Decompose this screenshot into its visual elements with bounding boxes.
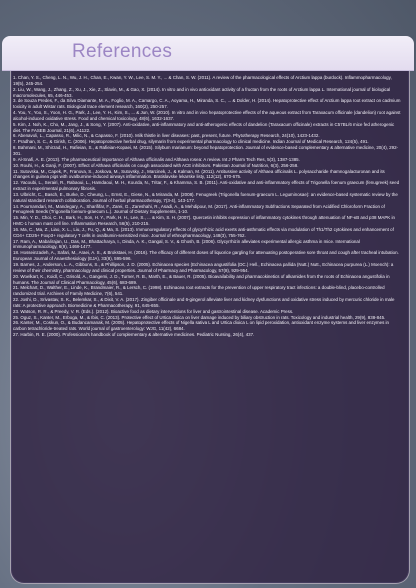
reference-item: 22. Joshi, D., Srivastav, S. K., Belemkar, S., & Dixit, V. A. (2017). Zingiber officinale and 6-gingerol alleviate liver and kidney dysfunctions and oxidative stress induced by mercuric chloride in male rats: A protective approach. Biomedicine & Pharmacotherapy, 91, 645-655. [13, 297, 395, 308]
reference-item: 10. Rouhi, H., & Ganji, F. (2007). Effect of Althaea officinalis on cough associated with ACE inhibitors. Pakistan Journal of Nutrition, 6(3), 256-258. [13, 162, 299, 168]
reference-item: 6. Abenavoli, L., Capasso, R., Milic, N., & Capasso, F. (2010). Milk thistle in liver diseases: past, present, future. Phytotherapy Research, 24(10), 1423-1432. [13, 133, 320, 139]
reference-item: 12. Yacoubi, L., Serairi, R., Rabaoui, L., Hamdaoui, M. H., Kourda, N., Tritar, F., & Khamma, S. B. (2011). Anti-oxidative and anti-inflammatory effects of Trigonella foenum graecum (fenugreek) seed extract in experimental pulmonary fibrosis. [13, 180, 400, 192]
reference-item: 25. Oguz, S., Kanter, M., Erboga, M., & Ibis, C. (2013). Protective effect of Urtica dioica on liver damage induced by biliary obstruction in rats. Toxicology and industrial health, 29(9), 838-845. [13, 314, 386, 320]
references-header-bar [2, 36, 414, 71]
reference-item: 23. Watson, R. R., & Preedy, V. R. (Eds.). (2012). Bioactive food as dietary interventions for liver and gastrointestinal disease. Academic Press. [13, 308, 294, 314]
reference-item: 17. Ram, A., Mabalirajan, U., Das, M., Bhattacharya, I., Dinda, A. K., Gangal, S. V., & Ghosh, B. (2006). Glycyrrhizin alleviates experimental allergic asthma in mice. International immunopharmacology, 6(9), 1468-1477. [13, 238, 360, 250]
reference-item: 2. Liu, W., Wang, J., Zhang, Z., Xu, J., Xie, Z., Slavin, M., & Gao, X. (2014). In vitro and in vivo antioxidant activity of a fructan from the roots of Arctium lappa L. International journal of biological macromolecules, 65, 446-453. [13, 86, 391, 98]
reference-list [13, 75, 401, 580]
reference-item: 26. Kanter, M., Coskun, O., & Budancamanak, M. (2005). Hepatoprotective effects of Nigella sativa L and Urtica dioica L on lipid peroxidation, antioxidant enzyme systems and liver enzymes in carbon tetrachloride-treated rats. World journal of gastroenterology: WJG, 11(42), 6684. [13, 320, 389, 332]
reference-item: 4. You, Y., Yoo, S., Yoon, H. G., Park, J., Lee, Y. H., Kim, S., ... & Jun, W. (2010). In vitro and in vivo hepatoprotective effects of the aqueous extract from Taraxacum officinale (dandelion) root against alcohol-induced oxidative stress. Food and chemical toxicology, 48(6), 1632-1637. [13, 110, 401, 121]
reference-item: 1. Chan, Y. S., Cheng, L. N., Wu, J. H., Chan, E., Kwan, Y. W., Lee, S. M. Y., ... & Chan, S. W. (2011). A review of the pharmacological effects of Arctium lappa (burdock). Inflammopharmacology, 19(5), 245-254. [13, 75, 392, 86]
reference-item: 5. Kim, J. Noh, K., Cho, M., Jang, J., & Song, Y. (2007). Anti-oxidative, anti-inflammatory and anti-atherogenic effects of dandelion (Taraxacum officinale) extracts in C57BL/6 mice fed atherogenic diet. The FASEB Journal, 21(6), A1122. [13, 121, 395, 133]
reference-item: 11. Sutovska, M., Capek, P., Franova, S., Joskova, M., Sutovsky, J., Marcinek, J., & Kalman, M. (2011). Antitussive activity of Althaea officinalis L. polysaccharide rhamnogalacturonan and its changes in guinea pigs with ovalbumine-induced airways inflammation. Bratislavske lekarske listy, 112(12), 670-675. [13, 168, 385, 180]
reference-item: 16. Ma, C., Ma, Z., Liao, X. L., Liu, J., Fu, Q., & Ma, S. (2013). Immunoregulatory effects of glycyrrhizic acid exerts anti-asthmatic effects via modulation of Th1/Th2 cytokines and enhancement of CD4+ CD25+ Foxp3+ regulatory T cells in ovalbumin-sensitized mice. Journal of ethnopharmacology, 148(3), 755-762. [13, 226, 394, 238]
reference-item: 7. Pradhan, S. C., & Girish, C. (2006). Hepatoprotective herbal drug, silymarin from experimental pharmacology to clinical medicine. Indian Journal of Medical Research, 124(5), 491. [13, 139, 369, 145]
reference-item: 15. Min, Y. D., Choi, C. H., Bark, H., Son, H. Y., Park, H. H., Lee, S., ... & Kim, S. H. (2007). Quercetin inhibits expression of inflammatory cytokines through attenuation of NF-κB and p38 MAPK in HMC-1 human mast cell line. Inflammation Research, 56(5), 210-215. [13, 215, 395, 227]
reference-item: 3. de Souza Predes, F., da Silva Diamante, M. A., Foglio, M. A., Camargo, C. A., Aoyama, H., Miranda, S. C., ... & Dolder, H. (2014). Hepatoprotective effect of Arctium lappa root extract on cadmium toxicity in adult Wistar rats. Biological trace element research, 160(2), 250-257. [13, 98, 401, 110]
reference-item: 18. Hosseinzadeh, A., Safari, M., Araei, A. S., & Brokstaei, H. (2016). The efficacy of different doses of liquorice gargling for attenuating postoperative sore throat and cough after tracheal intubation. European Journal of Anaesthesiology (EJA), 33(8), 595-596. [13, 250, 399, 262]
reference-item: 13. Ulbricht, C., Basch, E., Burke, D., Cheung, L., Ernst, E., Giese, N., & Miranda, M. (2008). Fenugreek (Trigonella foenum-graecum L. Leguminosae): an evidence-based systematic review by the natural standard research collaboration. Journal of herbal pharmacotherapy, 7(3-4), 143-177. [13, 191, 398, 203]
reference-item: 20. Woelkart, K., Koidl, C., Grisold, A., Gangemi, J. D., Turner, R. B., Marth, E., & Bauer, R. (2005). Bioavailability and pharmacokinetics of alkamides from the roots of Echinacea angustifolia in humans. The Journal of Clinical Pharmacology, 45(6), 683-689. [13, 273, 390, 285]
reference-item: 19. Barnes, J., Anderson, L. A., Gibbons, S., & Phillipson, J. D. (2005). Echinacea species (Echinacea angustifolia (DC.) Hell., Echinacea pallida (Nutt.) Nutt., Echinacea purpurea (L.) Moench): a review of their chemistry, pharmacology and clinical properties. Journal of Pharmacy and Pharmacology, 57(8), 929-954. [13, 262, 394, 273]
reference-item: 27. Harbin, R. E. (2000). Professional's handbook of complementary & alternative medicines. Pediatric Nursing, 26(4), 437. [13, 332, 255, 338]
reference-item: 8. Bahmani, M., Shirzad, H., Rafieian, S., & Rafieian-Kopaei, M. (2015). Silybum marianum: beyond hepatoprotection. Journal of evidence-based complementary & alternative medicine, 20(4), 292-301. [13, 145, 399, 156]
page-title: References [72, 41, 173, 62]
reference-item: 21. Melchart, D., Walther, E., Linde, K., Brandmaier, R., & Lersch, C. (1998). Echinacea root extracts for the prevention of upper respiratory tract infections: a double-blind, placebo-controlled randomized trial. Archives of Family Medicine, 7(6), 541. [13, 285, 385, 297]
reference-item: 14. Pournamdari, M., Mandegary, A., Sharififar, F., Zarei, G., Zareshahi, R., Asadi, A., & Mehdipour, M. (2017). Anti-inflammatory Subfractions Separated from Acidified Chloroform Fraction of Fenugreek Seeds (Trigonella foenum-graecum L.). Journal of Dietary Supplements, 1-10. [13, 203, 385, 215]
reference-item: 9. Al-Snafi, A. E. (2013). The pharmaceutical importance of Althaea officinalis and Althaea rosea: A review. Int J Pharm Tech Res, 5(3), 1387-1385. [13, 156, 300, 162]
